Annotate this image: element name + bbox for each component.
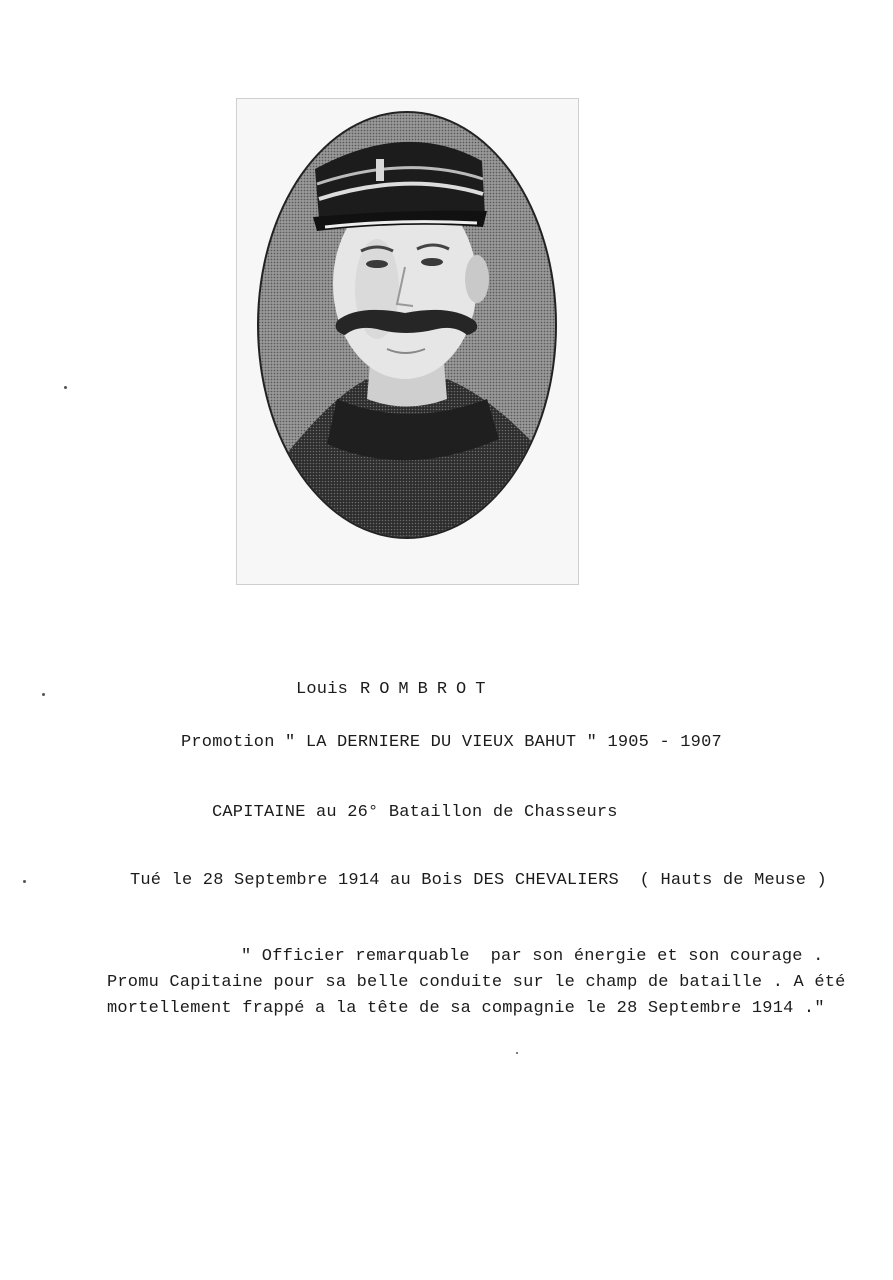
citation-line-2: Promu Capitaine pour sa belle conduite sur le champ de bataille . A été bbox=[107, 973, 846, 992]
rank-line: CAPITAINE au 26° Bataillon de Chasseurs bbox=[212, 803, 618, 822]
portrait-photo bbox=[236, 98, 579, 585]
paper-speck bbox=[23, 880, 26, 883]
portrait-illustration bbox=[237, 99, 578, 584]
paper-speck bbox=[64, 386, 67, 389]
name-line bbox=[296, 680, 494, 699]
promotion-line: Promotion " LA DERNIERE DU VIEUX BAHUT " 1905 - 1907 bbox=[181, 733, 722, 752]
death-line: Tué le 28 Septembre 1914 au Bois DES CHEVALIERS ( Hauts de Meuse ) bbox=[130, 871, 827, 890]
citation-line-3: mortellement frappé a la tête de sa compagnie le 28 Septembre 1914 ." bbox=[107, 999, 825, 1018]
paper-speck bbox=[42, 693, 45, 696]
paper-speck bbox=[516, 1052, 518, 1054]
citation-line-1: " Officier remarquable par son énergie et son courage . bbox=[241, 947, 824, 966]
last-name: ROMBROT bbox=[360, 680, 495, 699]
first-name: Louis bbox=[296, 680, 349, 699]
